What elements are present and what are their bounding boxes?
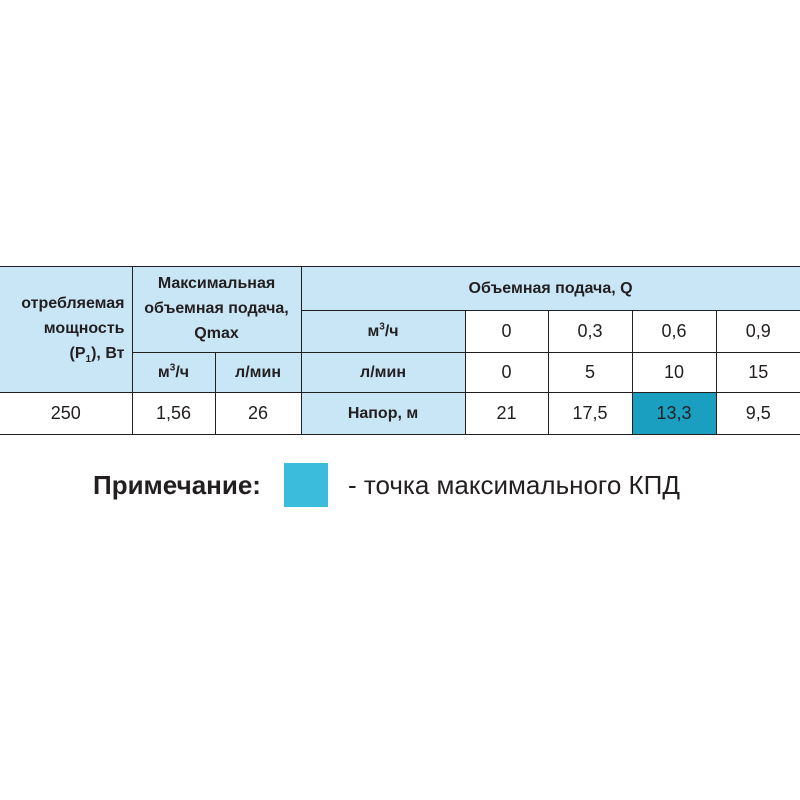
head-value: 21 <box>465 393 548 435</box>
max-efficiency-swatch <box>284 463 328 507</box>
power-header: отребляемая мощность $(P_1)$, Вт <box>0 267 132 393</box>
head-value: 17,5 <box>548 393 632 435</box>
m3h-value: 0,3 <box>548 311 632 353</box>
qmax-m3h-value: 1,56 <box>132 393 215 435</box>
flow-header: Объемная подача, Q <box>301 267 800 311</box>
row-label-m3h: $м^3/ч$ <box>301 311 465 353</box>
lmin-value: 15 <box>716 353 800 393</box>
row-label-lmin: л/мин <box>301 353 465 393</box>
m3h-value: 0,9 <box>716 311 800 353</box>
qmax-unit-lmin: л/мин <box>215 353 301 393</box>
m3h-value: 0,6 <box>632 311 716 353</box>
qmax-unit-m3h: $м^3/ч$ <box>132 353 215 393</box>
qmax-header: Максимальная объемная подача, Qmax <box>132 267 301 353</box>
note-text: - точка максимального КПД <box>347 469 680 500</box>
row-label-head: Напор, м <box>301 393 465 435</box>
qmax-lmin-value: 26 <box>215 393 301 435</box>
lmin-value: 10 <box>632 353 716 393</box>
m3h-value: 0 <box>465 311 548 353</box>
power-value: 250 <box>0 393 132 435</box>
pump-spec-table <box>0 266 800 435</box>
head-value-max-efficiency: 13,3 <box>632 393 716 435</box>
lmin-value: 0 <box>465 353 548 393</box>
lmin-value: 5 <box>548 353 632 393</box>
note-label: Примечание: <box>93 469 261 500</box>
legend-note <box>93 461 680 509</box>
head-value: 9,5 <box>716 393 800 435</box>
